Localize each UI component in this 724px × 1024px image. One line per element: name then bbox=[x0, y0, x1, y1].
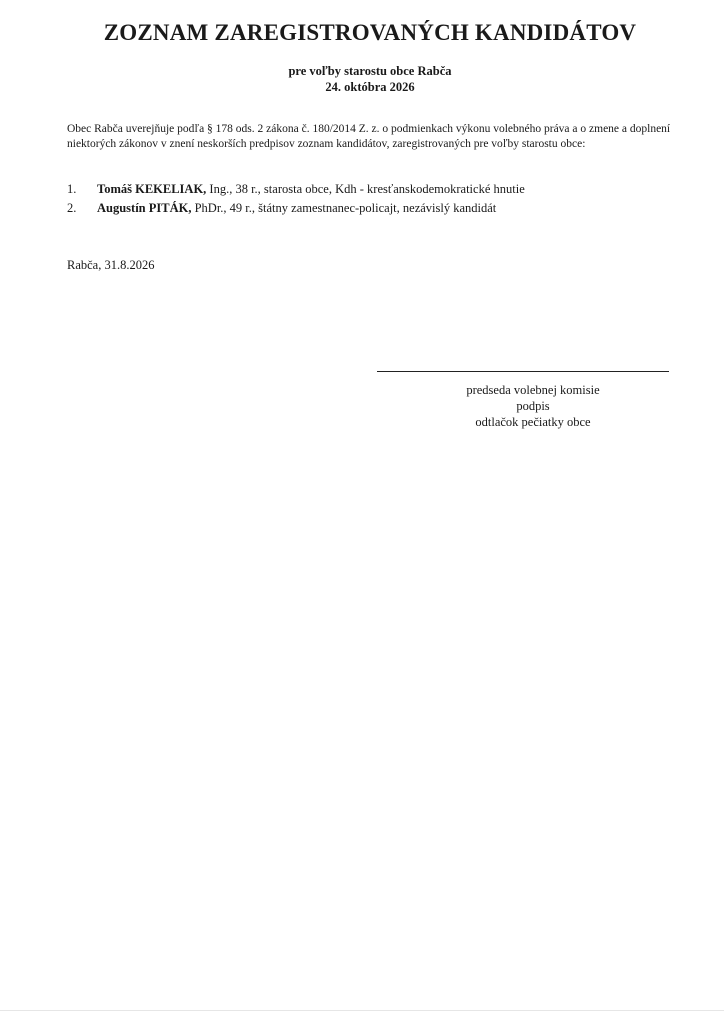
signature-role: predseda volebnej komisie bbox=[466, 383, 600, 397]
stamp-label: odtlačok pečiatky obce bbox=[475, 415, 591, 429]
election-date: 24. októbra 2026 bbox=[325, 80, 415, 94]
document-title: ZOZNAM ZAREGISTROVANÝCH KANDIDÁTOV bbox=[103, 20, 637, 45]
page-bottom-edge bbox=[0, 1010, 724, 1011]
candidate-item bbox=[67, 199, 687, 218]
intro-paragraph: Obec Rabča uverejňuje podľa § 178 ods. 2 zákona č. 180/2014 Z. z. o podmienkach výkonu volebného práva a o zmene a doplnení niektorých zákonov v znení neskorších predpisov zoznam kandidátov, zaregistrovaných pre voľby starostu obce: bbox=[67, 123, 671, 150]
election-subtitle: pre voľby starostu obce Rabča bbox=[288, 64, 452, 78]
candidate-list bbox=[67, 180, 687, 218]
candidate-number: 2. bbox=[67, 201, 77, 215]
candidate-number: 1. bbox=[67, 182, 77, 196]
candidate-details: PhDr., 49 r., štátny zamestnanec-policajt, nezávislý kandidát bbox=[191, 201, 497, 215]
candidate-name: Tomáš KEKELIAK, bbox=[97, 182, 207, 196]
place-and-date: Rabča, 31.8.2026 bbox=[67, 258, 155, 272]
candidate-item bbox=[67, 180, 687, 199]
candidate-name: Augustín PITÁK, bbox=[97, 201, 192, 215]
candidate-entry bbox=[97, 180, 525, 199]
candidate-details: Ing., 38 r., starosta obce, Kdh - kresťanskodemokratické hnutie bbox=[206, 182, 525, 196]
signature-line bbox=[377, 371, 669, 372]
candidate-entry bbox=[97, 199, 496, 218]
signature-label: podpis bbox=[516, 399, 550, 413]
